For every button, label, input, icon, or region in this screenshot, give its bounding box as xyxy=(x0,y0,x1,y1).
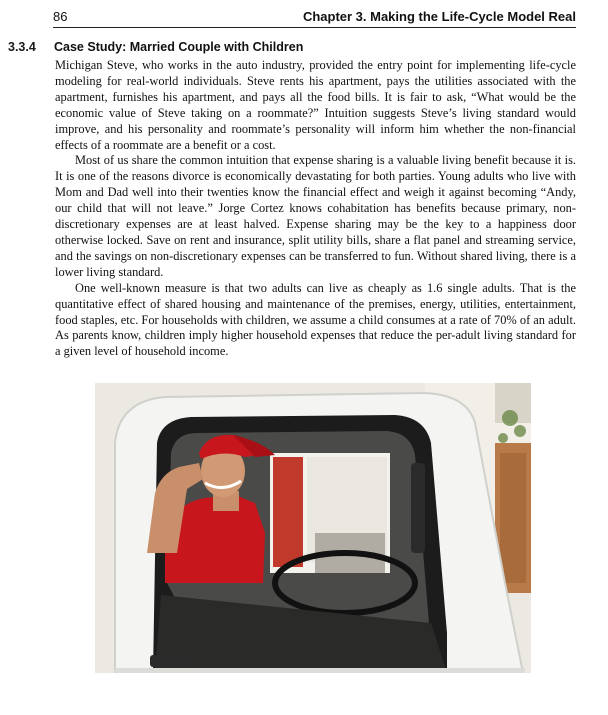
paragraph: Most of us share the common intuition that expense sharing is a valuable living benefit because it is. It is one of the reasons divorce is economically devastating for both parties. Young adults who live with Mom and Dad well into their twenties know the financial effect and weigh it against becoming “Andy, our child that will not leave.” Jorge Cortez knows cohabitation has benefits because primary, non-discretionary expenses are at least halved. Expense sharing may be the key to a happiness door otherwise locked. Save on rent and insurance, split utility bills, share a flat panel and streaming service, and the savings on non-discretionary expenses can be transferred to fun. Without shared living, there is a lower living standard. xyxy=(55,153,576,279)
section-number: 3.3.4 xyxy=(8,40,36,54)
paragraph: One well-known measure is that two adults can live as cheaply as 1.6 single adults. That is the quantitative effect of shared housing and maintenance of the premises, energy, utilities, entertainment, food staples, etc. For households with children, we assume a child consumes at a rate of 70% of an adult. As parents know, children imply higher household expenses that reduce the per-adult living standard for a given level of household income. xyxy=(55,280,576,359)
photo-illustration xyxy=(95,383,531,673)
chapter-title: Chapter 3. Making the Life-Cycle Model Real xyxy=(302,9,576,24)
running-header xyxy=(53,8,576,28)
body-text xyxy=(55,58,576,360)
photo-man-in-truck xyxy=(95,383,531,673)
paragraph: Michigan Steve, who works in the auto industry, provided the entry point for implementing life-cycle modeling for real-world individuals. Steve rents his apartment, pays the utilities associated with the apartment, furnishes his apartment, and pays all the food bills. It is fair to ask, “What would be the economic value of Steve taking on a roommate?” Intuition suggests Steve’s living standard would improve, and his personality and roommate’s personality will inform him whether the non-financial effects of a roommate are a benefit or a cost. xyxy=(55,58,576,152)
page-number: 86 xyxy=(53,9,68,24)
section-title: Case Study: Married Couple with Children xyxy=(54,40,304,54)
